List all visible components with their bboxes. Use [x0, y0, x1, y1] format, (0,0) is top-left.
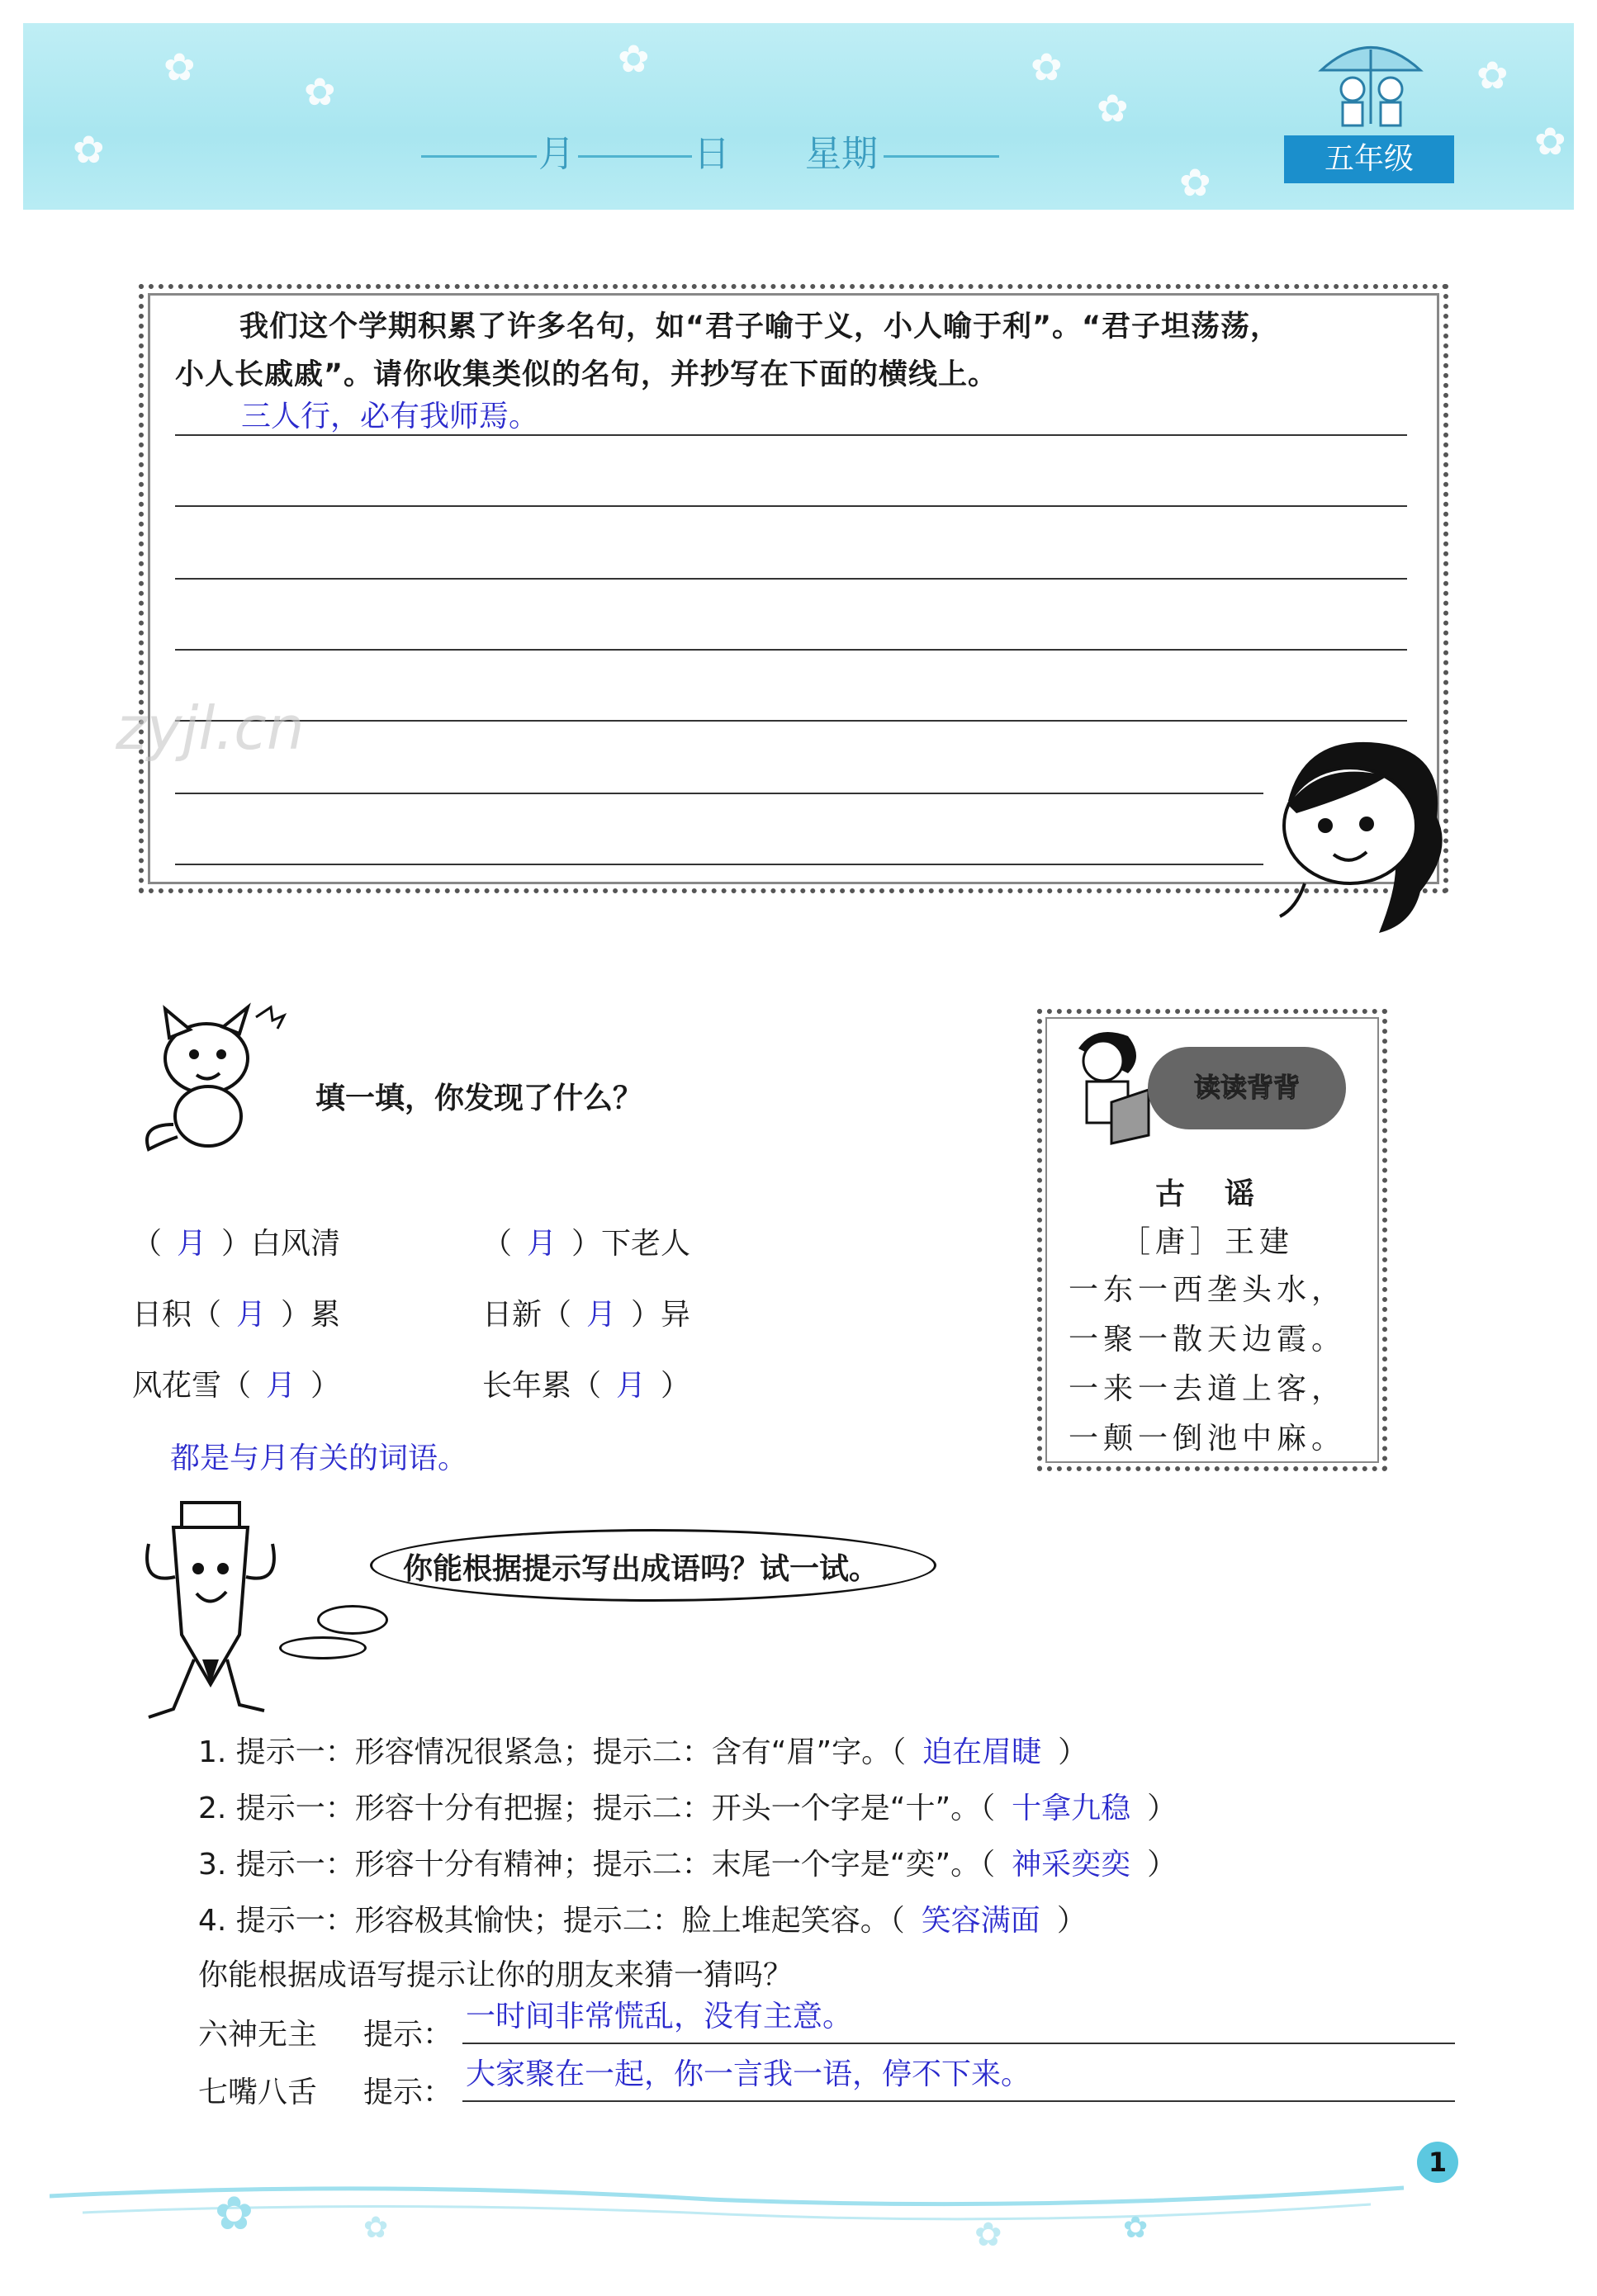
prompt-line-2: 小人长戚戚”。请你收集类似的名句，并抄写在下面的横线上。: [175, 358, 998, 391]
quote-answer[interactable]: 三人行，必有我师焉。: [241, 400, 539, 433]
prompt-line-1: 我们这个学期积累了许多名句，如“君子喻于义，小人喻于利”。“君子坦荡荡，: [239, 310, 1281, 343]
girl-illustration-icon: [1255, 727, 1462, 941]
section2-title: 填一填，你发现了什么？: [315, 1082, 643, 1115]
fox-illustration-icon: [132, 1001, 289, 1157]
fill-before: （: [132, 1227, 163, 1261]
fill-item: [132, 1220, 340, 1262]
poem-badge: 读读背背: [1193, 1072, 1300, 1103]
writing-line[interactable]: [175, 720, 1407, 722]
fill-answer[interactable]: 月: [266, 1369, 296, 1403]
month-blank[interactable]: [421, 155, 537, 158]
kids-umbrella-icon: [1305, 25, 1437, 132]
question-text: 4. 提示一：形容极其愉快；提示二：脸上堆起笑容。（: [198, 1904, 905, 1938]
footer-decoration: [50, 2163, 1420, 2262]
writing-line[interactable]: [175, 434, 1407, 436]
fill-after: ）累: [281, 1298, 341, 1332]
fill-before: 日新（: [482, 1298, 572, 1332]
reverse-answer[interactable]: 一时间非常慌乱，没有主意。: [466, 2000, 853, 2033]
question-text: 1. 提示一：形容情况很紧急；提示二：含有“眉”字。（: [198, 1735, 907, 1769]
reverse-idiom: 六神无主: [198, 2018, 318, 2052]
weekday-blank[interactable]: [884, 155, 999, 158]
question-text: 2. 提示一：形容十分有把握；提示二：开头一个字是“十”。（: [198, 1792, 996, 1825]
poem-line: 一聚一散天边霞。: [1068, 1323, 1346, 1356]
flower-icon: ✿: [618, 36, 650, 81]
reverse-prompt: 你能根据成语写提示让你的朋友来猜一猜吗？: [198, 1958, 794, 1992]
reading-girl-icon: [1054, 1024, 1153, 1148]
poem-line: 一东一西垄头水，: [1068, 1273, 1346, 1307]
writing-line[interactable]: [462, 2100, 1455, 2102]
fill-after: ）下老人: [571, 1227, 691, 1261]
question-text: 3. 提示一：形容十分有精神；提示二：末尾一个字是“奕”。（: [198, 1848, 996, 1882]
svg-text:✿: ✿: [215, 2187, 254, 2241]
writing-line[interactable]: [175, 578, 1407, 580]
question-answer[interactable]: 笑容满面: [921, 1904, 1040, 1938]
poem-title: 古 谣: [1154, 1177, 1259, 1211]
section2-conclusion[interactable]: 都是与月有关的词语。: [170, 1442, 468, 1475]
idiom-question: [198, 1841, 1177, 1883]
flower-icon: ✿: [1476, 53, 1509, 97]
flower-icon: ✿: [1097, 86, 1129, 130]
speech-bubble-tail: [317, 1605, 388, 1635]
day-label: 日: [694, 133, 730, 175]
flower-icon: ✿: [73, 127, 105, 172]
question-close: ）: [1147, 1792, 1178, 1825]
speech-bubble-tail: [279, 1636, 367, 1659]
writing-line[interactable]: [175, 505, 1407, 507]
watermark: zyjl.cn: [116, 694, 305, 763]
fill-before: 日积（: [132, 1298, 222, 1332]
reverse-label: 提示：: [363, 2076, 453, 2109]
svg-text:✿: ✿: [974, 2216, 1002, 2254]
fill-answer[interactable]: 月: [527, 1227, 557, 1261]
fill-answer[interactable]: 月: [236, 1298, 267, 1332]
fill-item: [132, 1362, 340, 1404]
fill-after: ）: [310, 1369, 341, 1403]
fill-answer[interactable]: 月: [177, 1227, 207, 1261]
fill-before: （: [482, 1227, 513, 1261]
reverse-idiom: 七嘴八舌: [198, 2076, 318, 2109]
poem-line: 一来一去道上客，: [1068, 1372, 1346, 1406]
fill-before: 风花雪（: [132, 1369, 252, 1403]
question-close: ）: [1058, 1735, 1088, 1769]
weekday-label: 星期: [805, 133, 878, 175]
question-close: ）: [1056, 1904, 1087, 1938]
flower-icon: ✿: [163, 45, 196, 89]
grade-badge: 五年级: [1284, 135, 1454, 183]
fill-before: 长年累（: [482, 1369, 602, 1403]
fill-answer[interactable]: 月: [586, 1298, 617, 1332]
flower-icon: ✿: [1534, 119, 1566, 163]
pencil-mascot-icon: [124, 1494, 297, 1734]
flower-icon: ✿: [304, 69, 336, 114]
fill-item: [482, 1291, 690, 1333]
svg-text:✿: ✿: [363, 2211, 389, 2245]
idiom-question: [198, 1729, 1088, 1771]
fill-after: ）: [661, 1369, 691, 1403]
question-close: ）: [1147, 1848, 1178, 1882]
fill-after: ）白风清: [221, 1227, 341, 1261]
fill-item: [482, 1362, 690, 1404]
question-answer[interactable]: 迫在眉睫: [922, 1735, 1042, 1769]
fill-item: [482, 1220, 690, 1262]
writing-line[interactable]: [175, 793, 1263, 794]
idiom-question: [198, 1897, 1087, 1939]
page-number: 1: [1417, 2142, 1458, 2183]
flower-icon: ✿: [1179, 160, 1211, 205]
question-answer[interactable]: 神采奕奕: [1012, 1848, 1131, 1882]
writing-line[interactable]: [175, 649, 1407, 651]
fill-answer[interactable]: 月: [616, 1369, 647, 1403]
writing-line[interactable]: [175, 864, 1263, 865]
reverse-label: 提示：: [363, 2018, 453, 2052]
question-answer[interactable]: 十拿九稳: [1012, 1792, 1131, 1825]
fill-item: [132, 1291, 340, 1333]
svg-text:✿: ✿: [1123, 2211, 1149, 2245]
poem-line: 一颠一倒池中麻。: [1068, 1422, 1346, 1456]
month-label: 月: [538, 133, 575, 175]
writing-line[interactable]: [462, 2043, 1455, 2044]
idiom-question: [198, 1785, 1177, 1827]
poem-author: ［唐］王建: [1120, 1225, 1294, 1259]
flower-icon: ✿: [1031, 45, 1063, 89]
section3-bubble-text: 你能根据提示写出成语吗？试一试。: [403, 1552, 879, 1586]
day-blank[interactable]: [578, 155, 692, 158]
fill-after: ）异: [631, 1298, 691, 1332]
reverse-answer[interactable]: 大家聚在一起，你一言我一语，停不下来。: [466, 2057, 1031, 2091]
